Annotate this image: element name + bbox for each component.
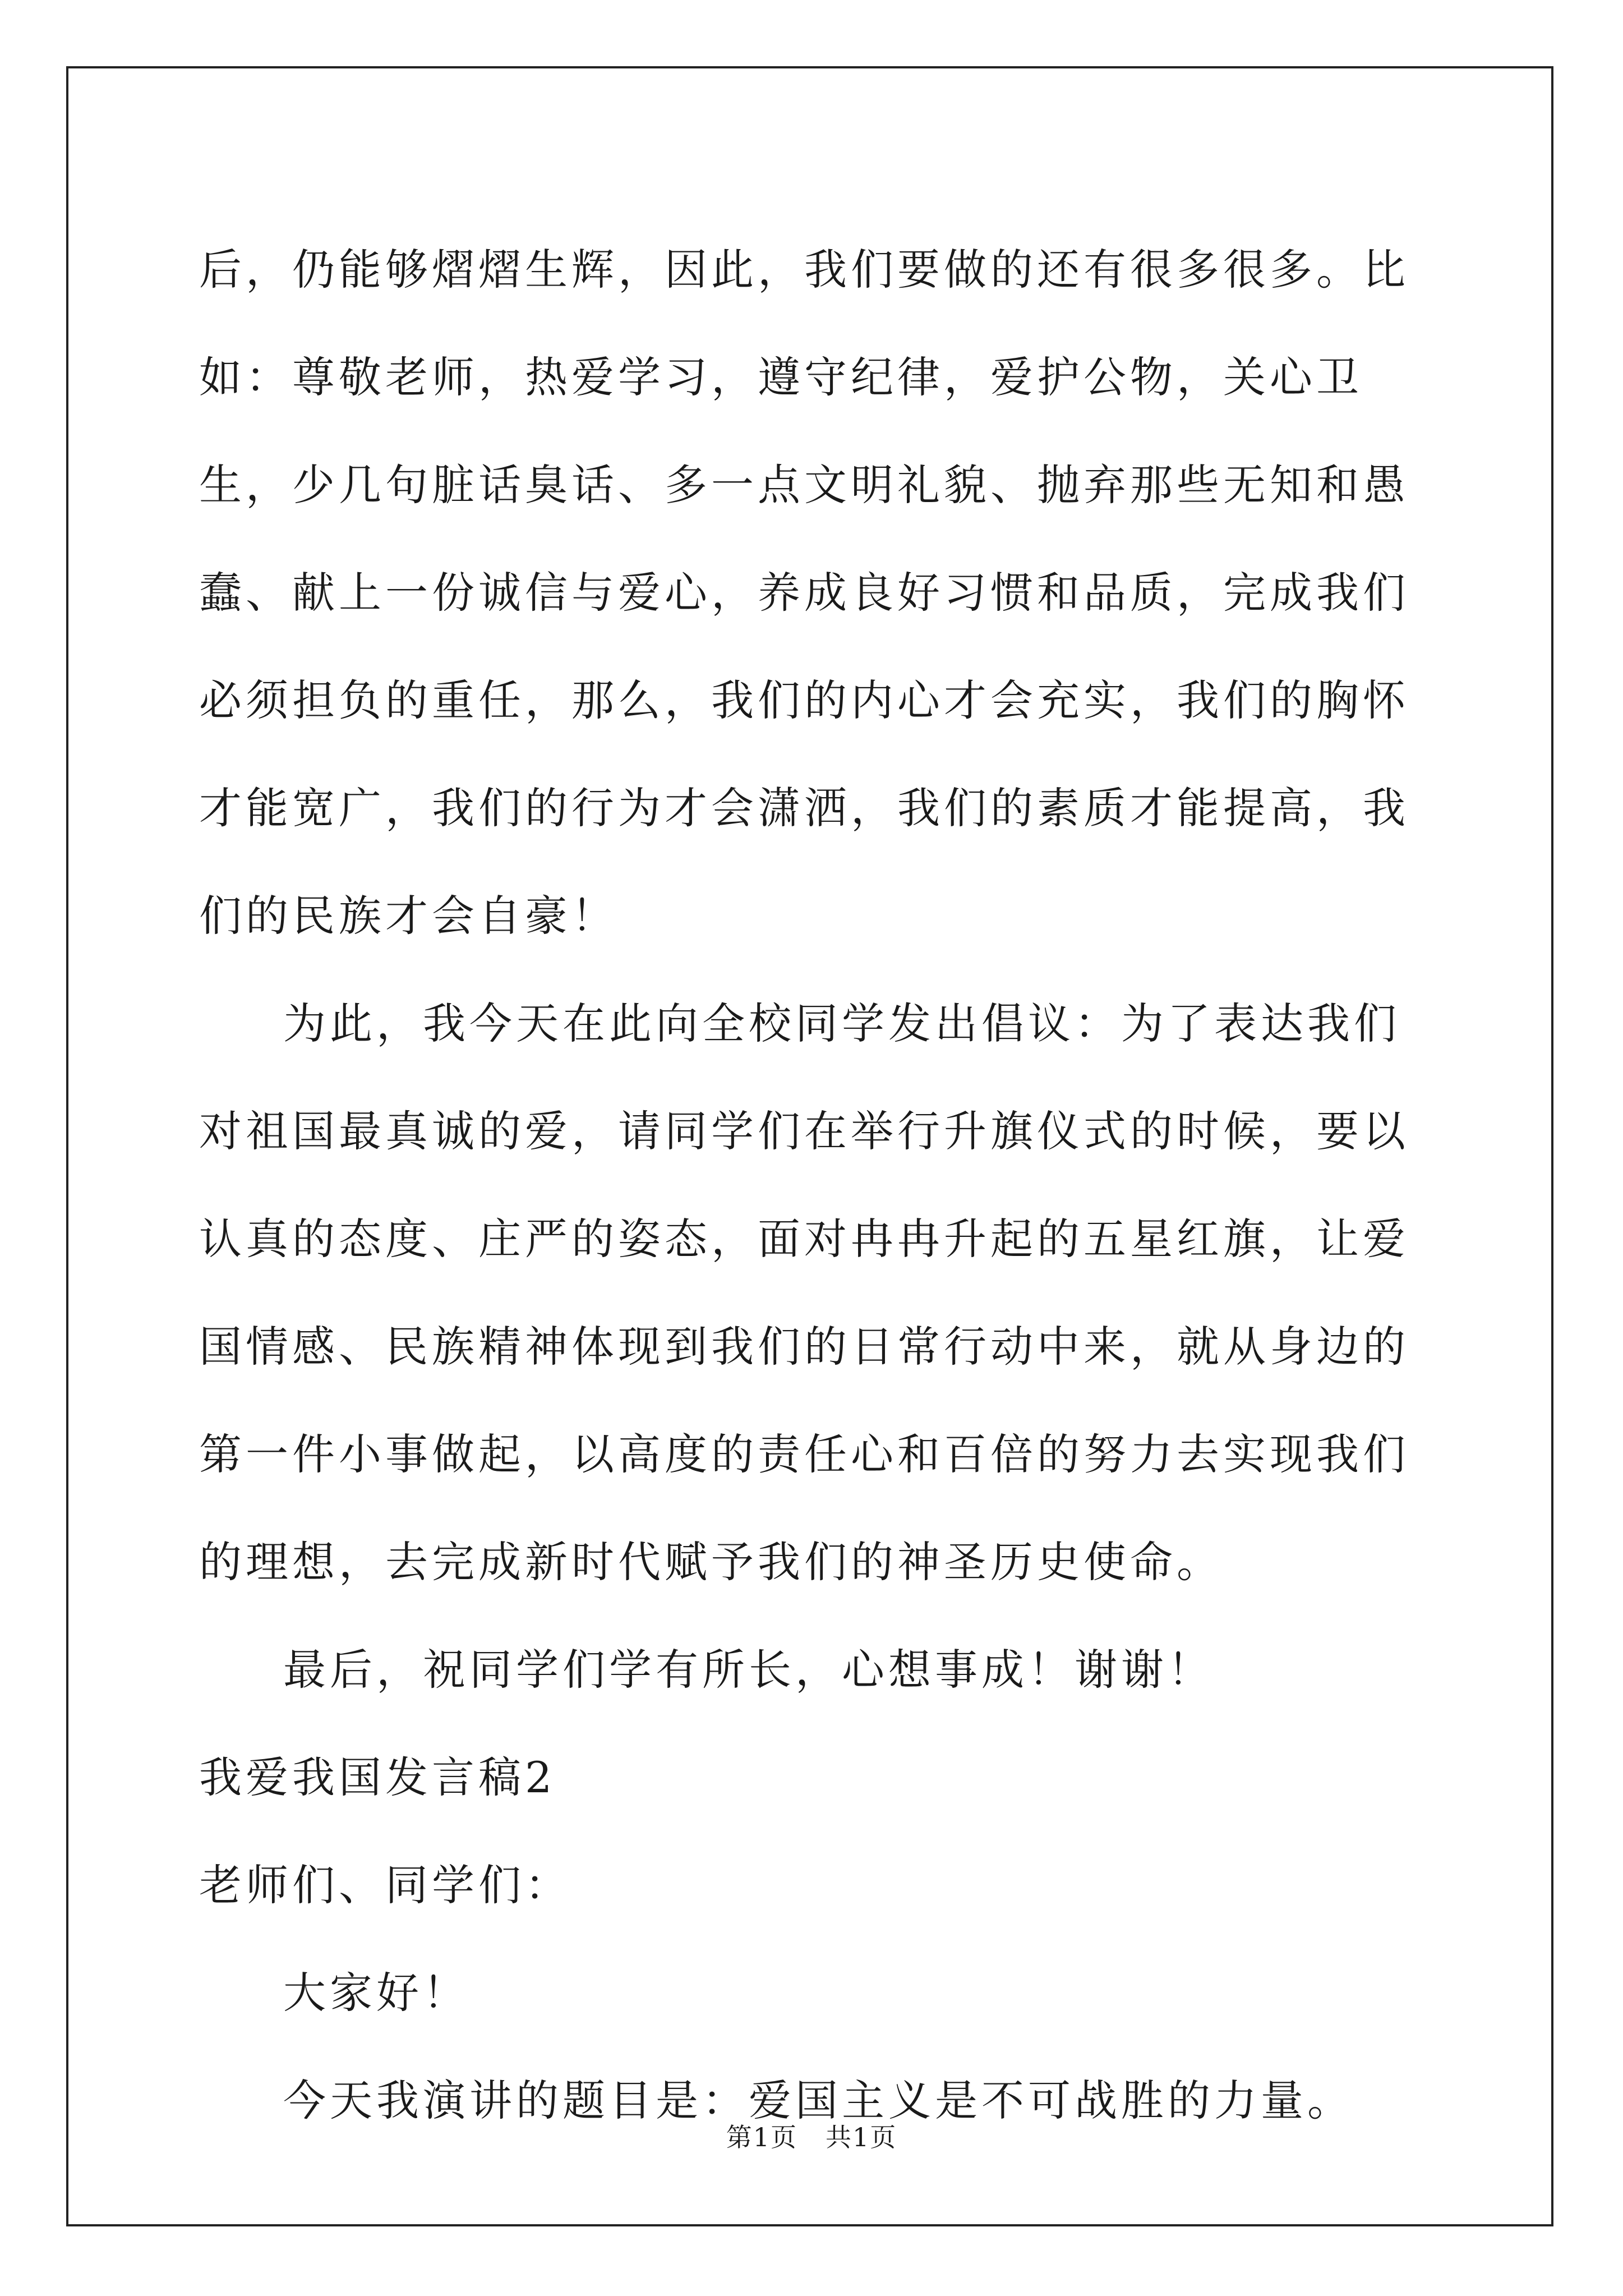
page-footer (0, 2120, 1623, 2154)
topic-line: 今天我演讲的题目是：爱国主义是不可战胜的力量。 (283, 2076, 1354, 2125)
document-body (199, 216, 1427, 2155)
greeting: 大家好！ (283, 1968, 469, 2018)
paragraph-1: 后，仍能够熠熠生辉，因此，我们要做的还有很多很多。比如：尊敬老师，热爱学习，遵守纪律，爱护公物，关心卫生，少几句脏话臭话、多一点文明礼貌、抛弃那些无知和愚蠢、献上一份诚信与爱心，养成良好习惯和品质，完成我们必须担负的重任，那么，我们的内心才会充实，我们的胸怀才能宽广，我们的行为才会潇洒，我们的素质才能提高，我们的民族才会自豪！ (199, 245, 1409, 941)
section-heading: 我爱我国发言稿2 (199, 1752, 556, 1802)
page-number-current: 第1页 (726, 2122, 797, 2152)
paragraph-2: 为此，我今天在此向全校同学发出倡议：为了表达我们对祖国最真诚的爱，请同学们在举行升旗仪式的时候，要以认真的态度、庄严的姿态，面对冉冉升起的五星红旗，让爱国情感、民族精神体现到我们的日常行动中来，就从身边的第一件小事做起，以高度的责任心和百倍的努力去实现我们的理想，去完成新时代赋予我们的神圣历史使命。 (199, 999, 1409, 1587)
page-number-total: 共1页 (826, 2122, 897, 2152)
salutation: 老师们、同学们： (199, 1860, 571, 1910)
paragraph-3: 最后，祝同学们学有所长，心想事成！谢谢！ (283, 1645, 1214, 1695)
